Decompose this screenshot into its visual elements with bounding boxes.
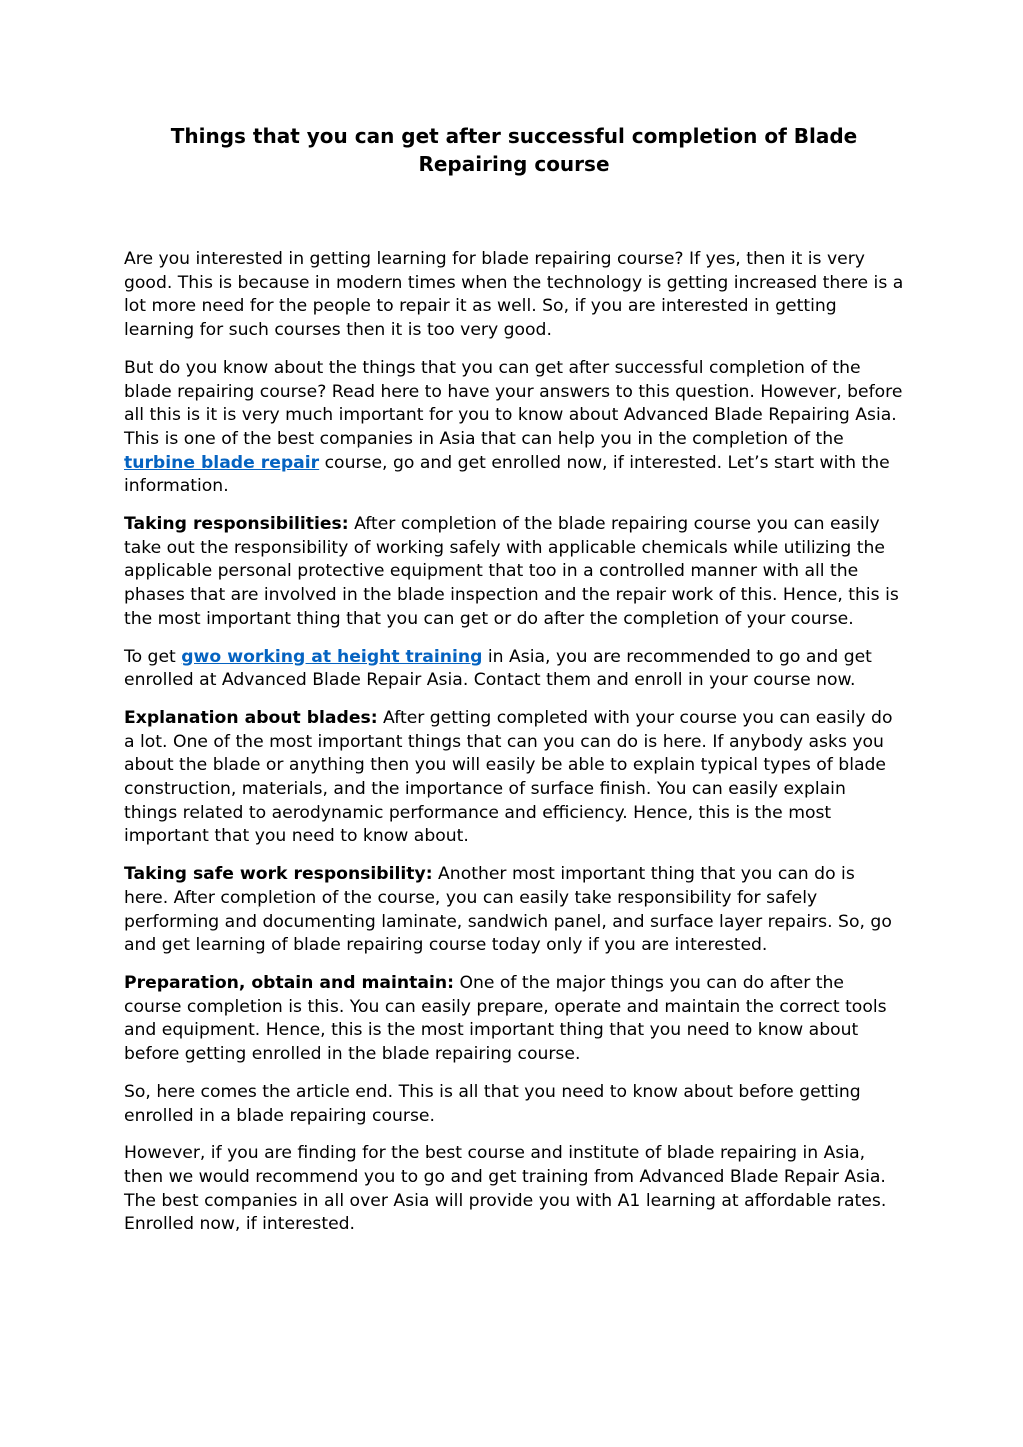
- section-heading-preparation: Preparation, obtain and maintain:: [124, 972, 454, 993]
- paragraph-preparation: [124, 972, 904, 1067]
- paragraph-text: But do you know about the things that you can get after successful completion of the blade repairing course? Read here to have your answers to this question. However, before all this is it is very much important for you to know about Advanced Blade Repairing Asia. This is one of the best companies in Asia that can help you in the completion of the: [124, 357, 903, 449]
- document-body: [124, 248, 904, 1237]
- paragraph-text: course, go and get enrolled now, if interested. Let’s start with the information.: [124, 452, 890, 497]
- paragraph-safe-work: [124, 863, 904, 958]
- section-heading-blades: Explanation about blades:: [124, 707, 378, 728]
- paragraph-text: After completion of the blade repairing course you can easily take out the responsibility of working safely with applicable chemicals while utilizing the applicable personal protective equipment that too in a controlled manner with all the phases that are involved in the blade inspection and the repair work of this. Hence, this is the most important thing that you can get or do after the completion of your course.: [124, 514, 899, 629]
- paragraph-conclusion: So, here comes the article end. This is all that you need to know about before getting enrolled in a blade repairing course.: [124, 1081, 861, 1126]
- document-page: [124, 122, 904, 1251]
- paragraph-advanced-blade: [124, 357, 904, 499]
- paragraph-intro: Are you interested in getting learning for blade repairing course? If yes, then it is very good. This is because in modern times when the technology is getting increased there is a lot more need for the people to repair it as well. So, if you are interested in getting learning for such courses then it is too very good.: [124, 249, 904, 341]
- turbine-blade-repair-link[interactable]: turbine blade repair: [124, 452, 320, 473]
- paragraph-text: To get: [124, 646, 182, 667]
- section-heading-safe-work: Taking safe work responsibility:: [124, 864, 433, 885]
- section-heading-responsibilities: Taking responsibilities:: [124, 514, 349, 535]
- paragraph-gwo: [124, 646, 904, 693]
- gwo-training-link[interactable]: gwo working at height training: [181, 646, 483, 667]
- paragraph-blades: [124, 707, 904, 849]
- paragraph-responsibilities: [124, 513, 904, 632]
- paragraph-text: After getting completed with your course you can easily do a lot. One of the most important things that can you can do is here. If anybody asks you about the blade or anything then you will easily be able to explain typical types of blade construction, materials, and the importance of surface finish. You can easily explain things related to aerodynamic performance and efficiency. Hence, this is the most important that you need to know about.: [124, 707, 893, 847]
- paragraph-text: in Asia, you are recommended to go and get enrolled at Advanced Blade Repair Asia. Contact them and enroll in your course now.: [124, 646, 872, 691]
- document-title: Things that you can get after successful completion of Blade Repairing course: [170, 124, 858, 176]
- paragraph-text: One of the major things you can do after the course completion is this. You can easily prepare, operate and maintain the correct tools and equipment. Hence, this is the most important thing that you need to know about before getting enrolled in the blade repairing course.: [124, 972, 887, 1065]
- paragraph-recommendation: However, if you are finding for the best course and institute of blade repairing in Asia, then we would recommend you to go and get training from Advanced Blade Repair Asia. The best companies in all over Asia will provide you with A1 learning at affordable rates. Enrolled now, if interested.: [124, 1143, 887, 1235]
- paragraph-text: Another most important thing that you can do is here. After completion of the course, you can easily take responsibility for safely performing and documenting laminate, sandwich panel, and surface layer repairs. So, go and get learning of blade repairing course today only if you are interested.: [124, 864, 892, 956]
